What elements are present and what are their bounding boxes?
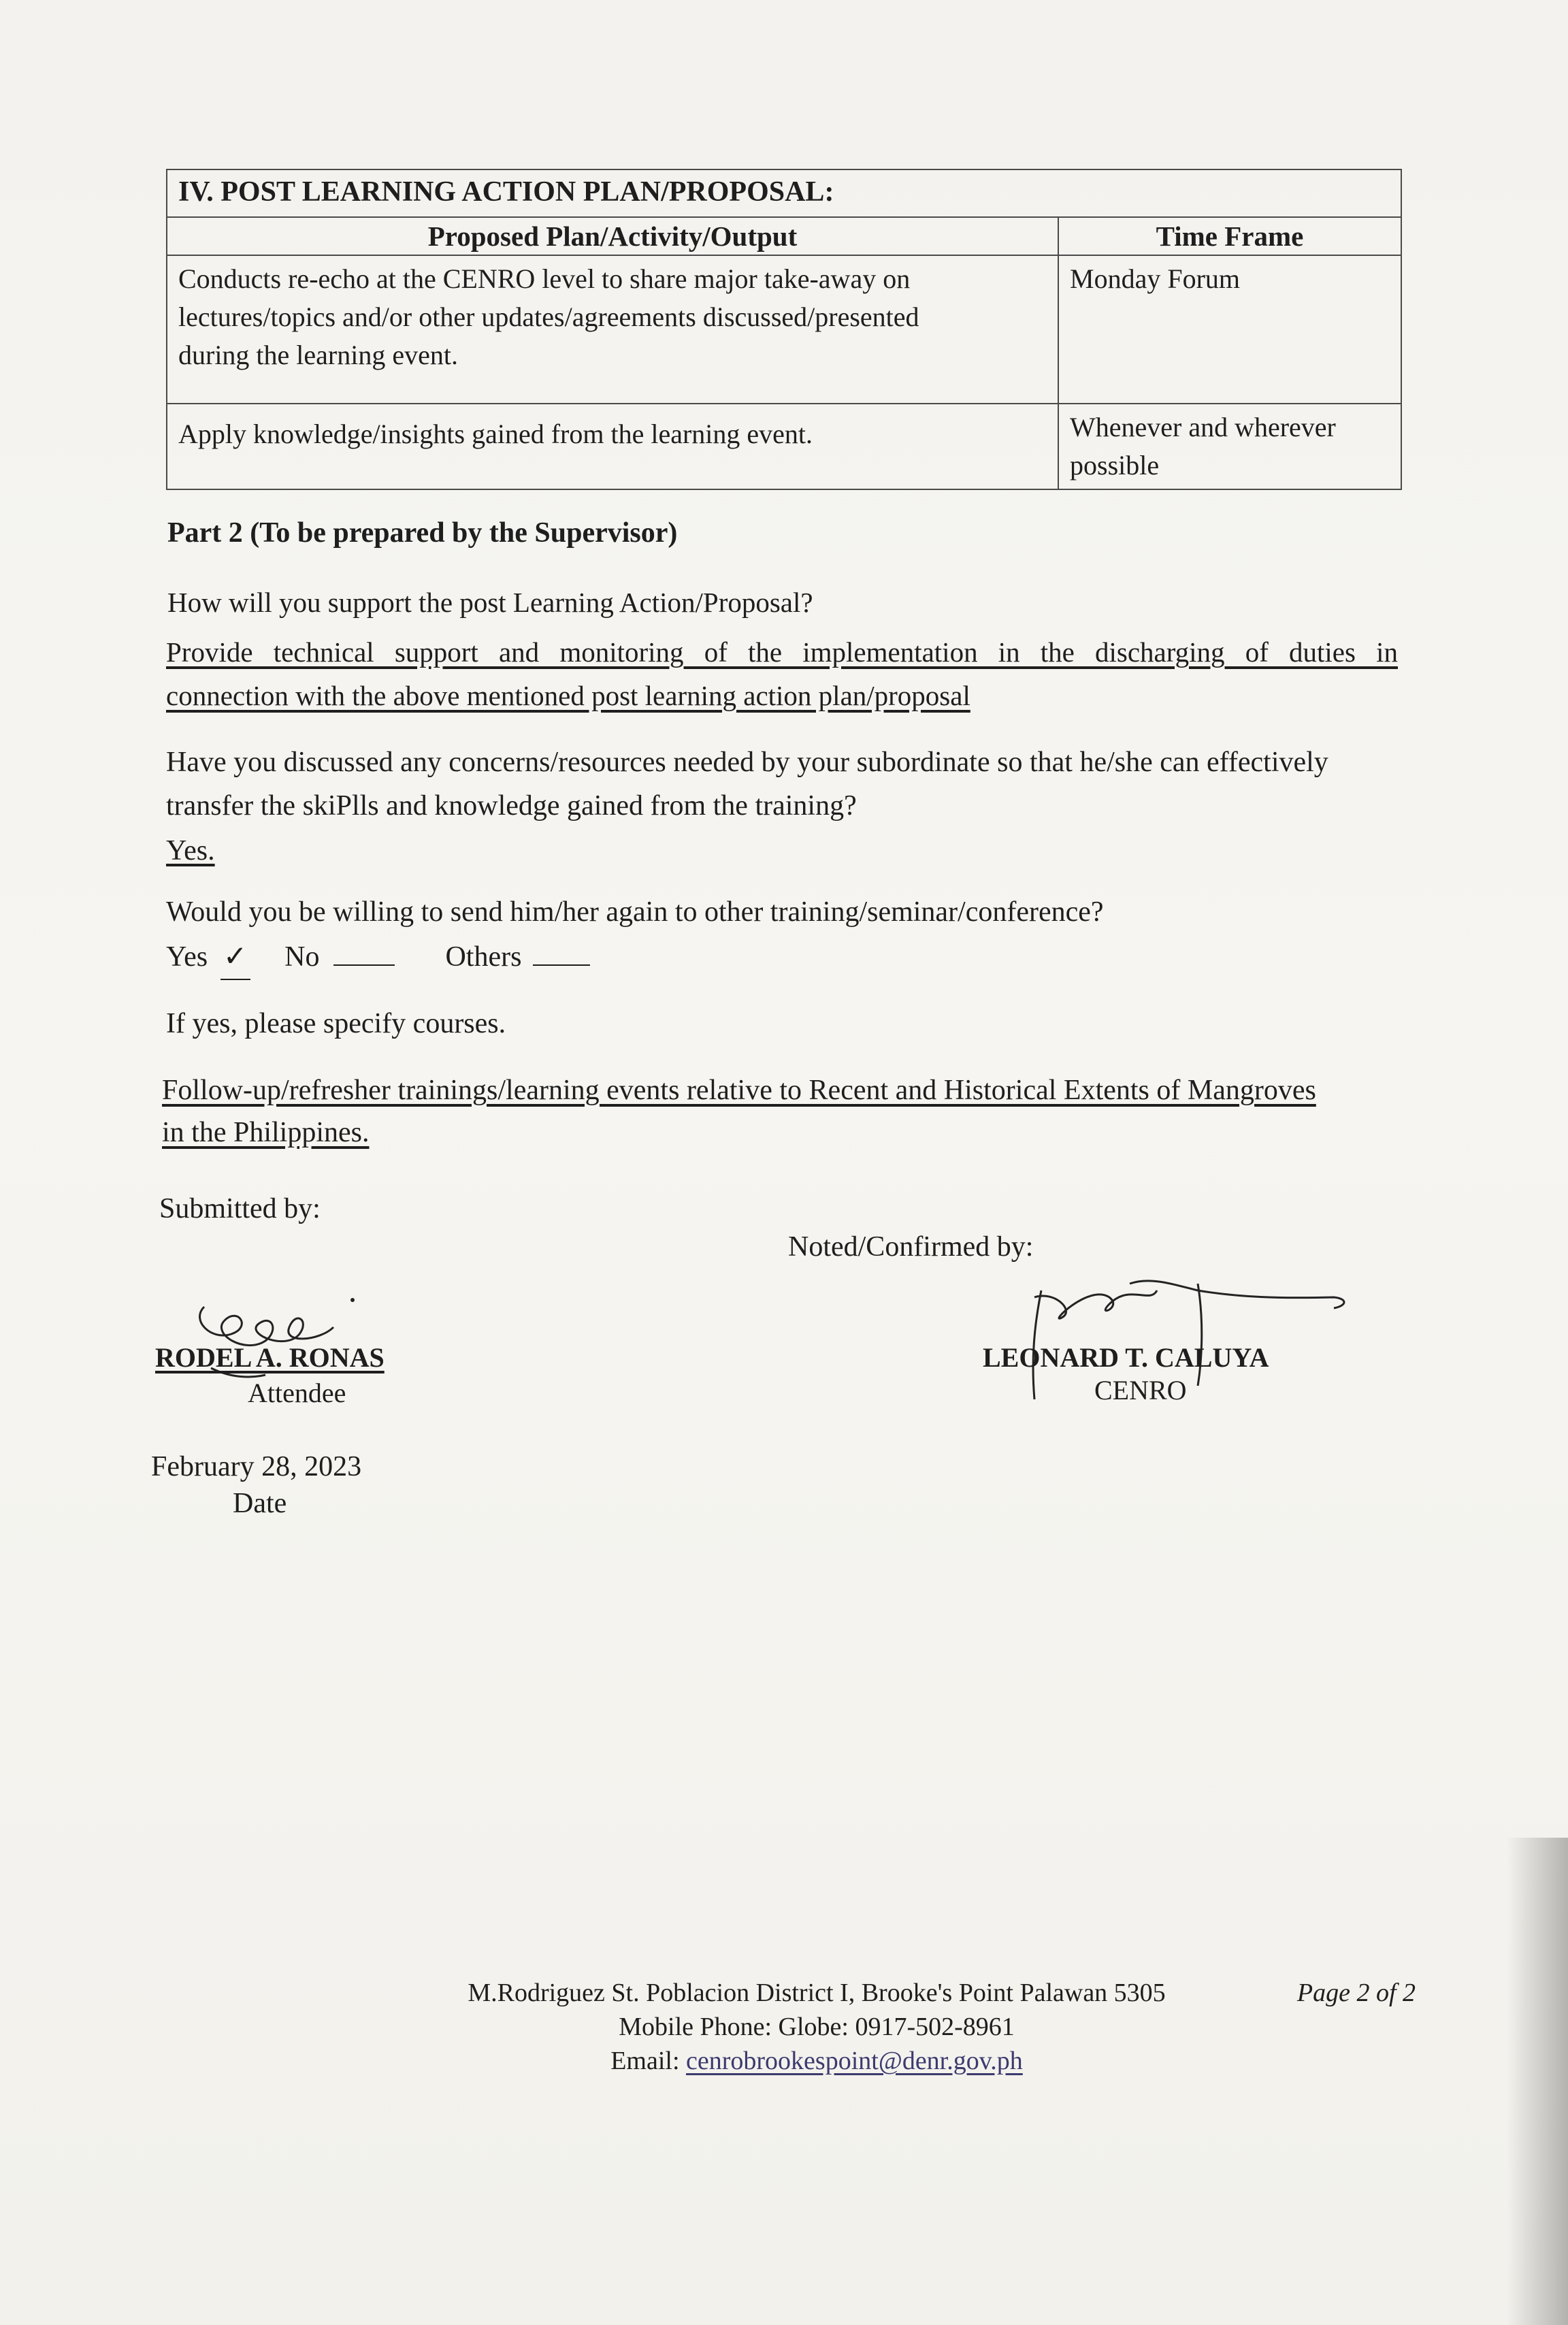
attendee-name: RODEL A. RONAS xyxy=(155,1342,385,1373)
question-concerns-line: transfer the skiPlls and knowledge gained from the training? xyxy=(166,790,857,822)
option-no-label: No xyxy=(284,941,320,973)
time-frame-line: Whenever and wherever xyxy=(1070,412,1336,442)
table-header-row xyxy=(167,217,1401,255)
plan-line: during the learning event. xyxy=(178,340,458,370)
page-edge-shadow xyxy=(1507,1838,1568,2325)
date-value: February 28, 2023 xyxy=(151,1451,362,1482)
header-plan: Proposed Plan/Activity/Output xyxy=(167,217,1058,255)
date-label: Date xyxy=(233,1488,287,1519)
footer-address: M.Rodriguez St. Poblacion District I, Brooke's Point Palawan 5305 xyxy=(468,1979,1166,2007)
supervisor-role: CENRO xyxy=(1094,1375,1187,1405)
plan-cell xyxy=(167,404,1058,489)
question-concerns-line: Have you discussed any concerns/resources needed by your subordinate so that he/she can effectively xyxy=(166,747,1328,778)
time-frame-cell xyxy=(1058,255,1401,404)
submitted-by-label: Submitted by: xyxy=(159,1193,321,1224)
supervisor-name: LEONARD T. CALUYA xyxy=(983,1342,1269,1373)
table-row xyxy=(167,255,1401,404)
header-time-frame: Time Frame xyxy=(1058,217,1401,255)
section-title: IV. POST LEARNING ACTION PLAN/PROPOSAL: xyxy=(167,169,1401,217)
willing-options xyxy=(166,935,590,980)
action-plan-table xyxy=(166,169,1402,490)
answer-courses-line: in the Philippines. xyxy=(162,1117,370,1148)
table-title-row xyxy=(167,169,1401,217)
option-others-label: Others xyxy=(445,941,522,973)
time-frame-line: possible xyxy=(1070,450,1160,481)
plan-line: Conducts re-echo at the CENRO level to share major take-away on xyxy=(178,263,911,294)
option-yes-label: Yes xyxy=(166,941,208,973)
attendee-role: Attendee xyxy=(248,1378,346,1408)
part2-heading: Part 2 (To be prepared by the Supervisor) xyxy=(167,517,678,549)
answer-courses-line: Follow-up/refresher trainings/learning events relative to Recent and Historical Extents of Mangroves xyxy=(162,1075,1316,1106)
plan-line: lectures/topics and/or other updates/agreements discussed/presented xyxy=(178,302,919,332)
time-frame-line: Monday Forum xyxy=(1070,263,1240,294)
answer-support-line: connection with the above mentioned post learning action plan/proposal xyxy=(166,680,970,711)
footer-phone: Mobile Phone: Globe: 0917-502-8961 xyxy=(619,2013,1015,2041)
question-support: How will you support the post Learning Action/Proposal? xyxy=(167,587,813,618)
option-others-blank xyxy=(533,937,590,966)
option-yes-check xyxy=(220,935,250,980)
option-no-blank xyxy=(333,937,395,966)
answer-concerns: Yes. xyxy=(166,835,215,866)
email-link[interactable]: cenrobrookespoint@denr.gov.ph xyxy=(686,2047,1023,2075)
question-willing: Would you be willing to send him/her again to other training/seminar/conference? xyxy=(166,896,1104,928)
table-row xyxy=(167,404,1401,489)
page-number: Page 2 of 2 xyxy=(1296,1979,1416,2007)
email-label: Email: xyxy=(610,2047,680,2075)
plan-line: Apply knowledge/insights gained from the learning event. xyxy=(178,419,813,449)
time-frame-cell xyxy=(1058,404,1401,489)
noted-by-label: Noted/Confirmed by: xyxy=(788,1231,1034,1263)
footer-email xyxy=(408,2043,1225,2079)
answer-support-line: Provide technical support and monitoring of the implementation in the discharging of duties in xyxy=(166,636,1398,668)
check-mark-icon: ✓ xyxy=(223,941,248,973)
plan-cell xyxy=(167,255,1058,404)
question-courses: If yes, please specify courses. xyxy=(166,1008,506,1039)
